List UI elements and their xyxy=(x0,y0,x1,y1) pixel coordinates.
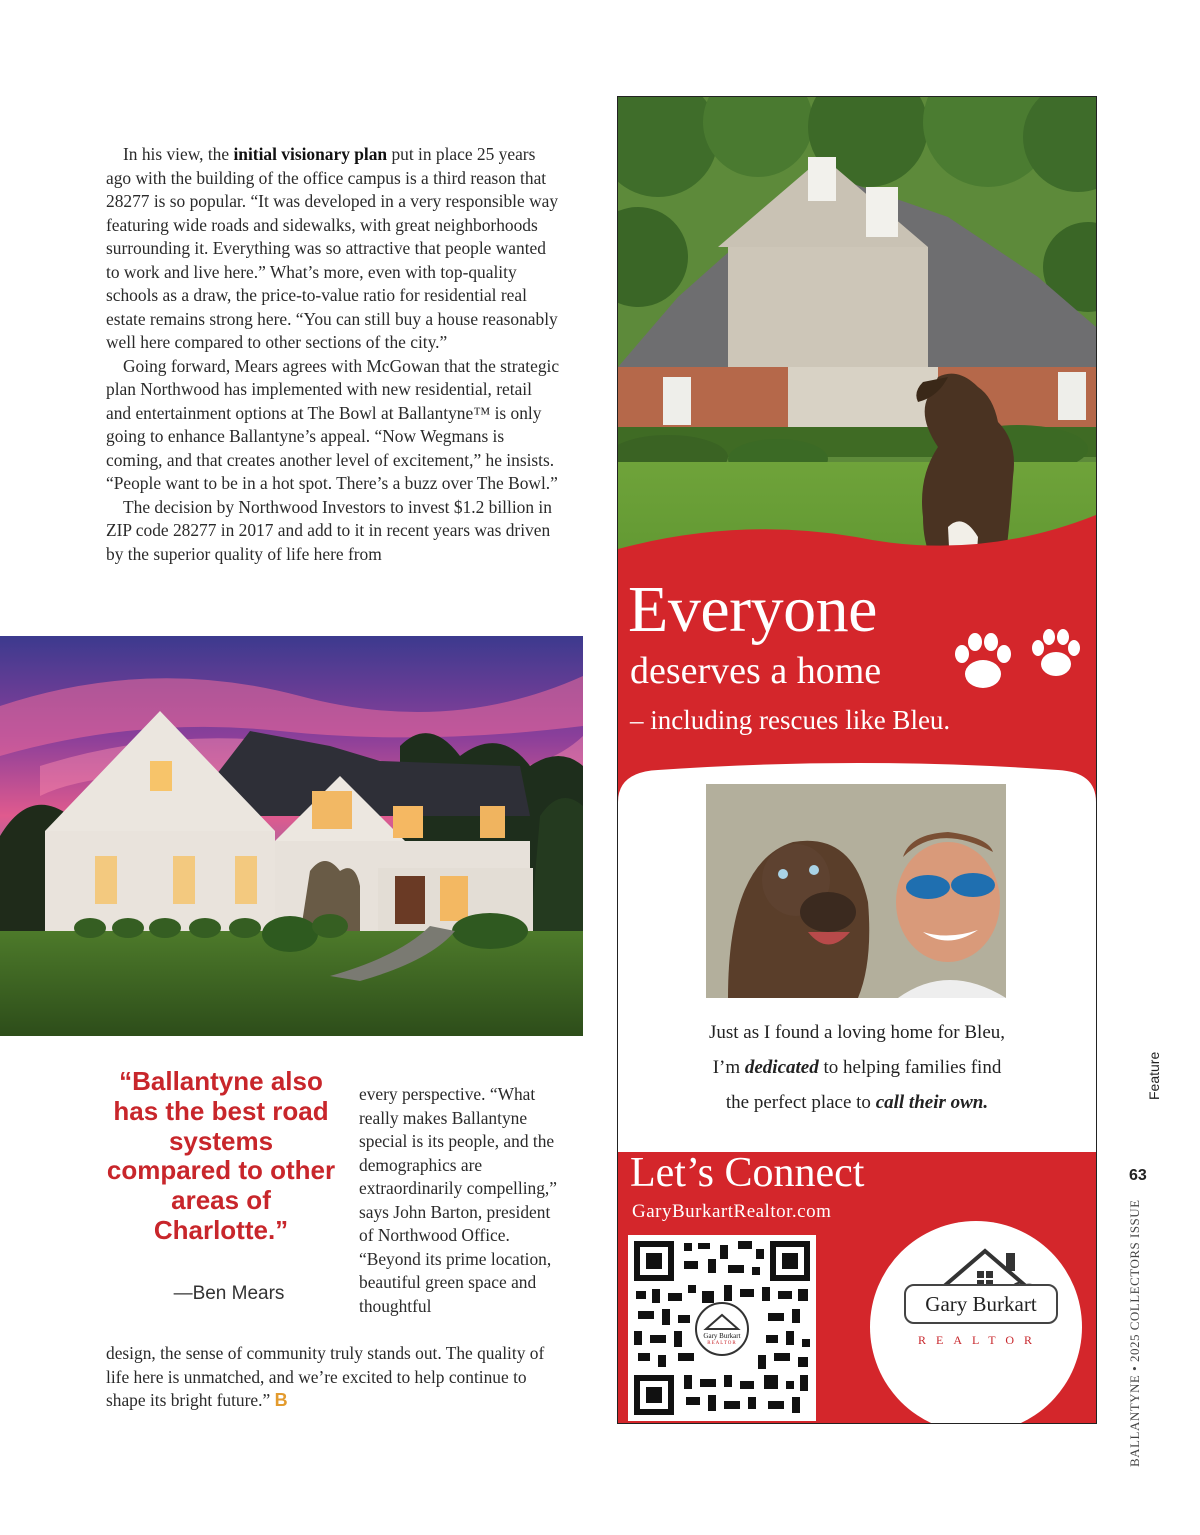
qr-code[interactable] xyxy=(628,1235,816,1421)
page-number: 63 xyxy=(1129,1167,1147,1184)
end-mark-icon: B xyxy=(274,1390,288,1410)
ad-tagline-emphasis-dedicated: dedicated xyxy=(744,1057,819,1078)
pull-quote-attribution: —Ben Mears xyxy=(173,1283,285,1304)
ad-website-link[interactable]: GaryBurkartRealtor.com xyxy=(632,1201,832,1222)
realtor-logo-subtitle: REALTOR xyxy=(917,1333,1042,1347)
paw-prints-icon xyxy=(948,622,1088,702)
qr-logo-sub: REALTOR xyxy=(707,1341,737,1346)
ad-tagline-line-2-end: to helping families find xyxy=(818,1057,1002,1078)
article-closing xyxy=(106,1342,561,1413)
paragraph-1 xyxy=(106,143,561,355)
ad-tagline-emphasis-own: call their own. xyxy=(875,1092,989,1113)
house-twilight-photo xyxy=(0,636,583,1036)
paragraph-1-intro: In his view, the xyxy=(123,144,234,164)
ad-subhead: deserves a home xyxy=(630,650,882,692)
ad-tagline xyxy=(618,1015,1096,1120)
realtor-logo-name: Gary Burkart xyxy=(904,1284,1058,1324)
ad-tagline-line-3-start: the perfect place to xyxy=(725,1092,876,1113)
ad-tagline-line-2-start: I’m xyxy=(712,1057,745,1078)
ad-tagline-line-2 xyxy=(618,1050,1096,1085)
issue-publication: BALLANTYNE xyxy=(1127,1374,1142,1467)
paragraph-3: The decision by Northwood Investors to invest $1.2 billion in ZIP code 28277 in 2017 and add to it in recent years was driven by the superior quality of life here from xyxy=(106,496,552,564)
ad-subhead-rescues: – including rescues like Bleu. xyxy=(630,705,951,735)
ad-tagline-line-1: Just as I found a loving home for Bleu, xyxy=(708,1022,1006,1043)
pull-quote: “Ballantyne also has the best road systems compared to other areas of Charlotte.” xyxy=(106,1066,336,1245)
house-twilight-illustration xyxy=(0,636,583,1036)
article-closing-text: design, the sense of community truly stands out. The quality of life here is unmatched, and we’re excited to help continue to shape its bright future.” xyxy=(106,1343,545,1410)
ad-tagline-line-3 xyxy=(618,1085,1096,1120)
article-column-continued: every perspective. “What really makes Ballantyne special is its people, and the demographics are extraordinarily compelling,” says John Barton, president of Northwood Office. “Beyond its prime location, beautiful green space and thoughtful xyxy=(359,1084,557,1316)
qr-logo-label: Gary Burkart xyxy=(703,1332,741,1340)
section-label: Feature xyxy=(1146,1051,1162,1100)
issue-edition: 2025 COLLECTORS ISSUE xyxy=(1127,1199,1142,1363)
issue-label xyxy=(1127,1199,1143,1467)
ad-headline: Everyone xyxy=(628,573,877,646)
paragraph-1-rest: put in place 25 years ago with the building of the office campus is a third reason that 28277 is so popular. “It was developed in a very responsible way featuring wide roads and sidewalks, with great neighborhoods surrounding it. Everything was so attractive that people wanted to work and live here.” What’s more, even with top-quality schools as a draw, the price-to-value ratio for residential real estate remains strong here. “You can still buy a house reasonably well here compared to other sections of the city.” xyxy=(106,144,559,352)
realtor-advertisement xyxy=(617,96,1097,1424)
issue-separator: • xyxy=(1127,1365,1142,1371)
paragraph-2: Going forward, Mears agrees with McGowan that the strategic plan Northwood has implemented with new residential, retail and entertainment options at The Bowl at Ballantyne™ is only going to enhance Ballantyne’s appeal. “Now Wegmans is coming, and that creates another level of excitement,” he insists. “People want to be in a hot spot. There’s a buzz over The Bowl.” xyxy=(106,355,560,493)
article-body xyxy=(106,143,561,566)
paragraph-1-bold: initial visionary plan xyxy=(233,144,388,164)
qr-code-icon xyxy=(628,1235,816,1421)
ad-lets-connect: Let’s Connect xyxy=(630,1150,865,1196)
